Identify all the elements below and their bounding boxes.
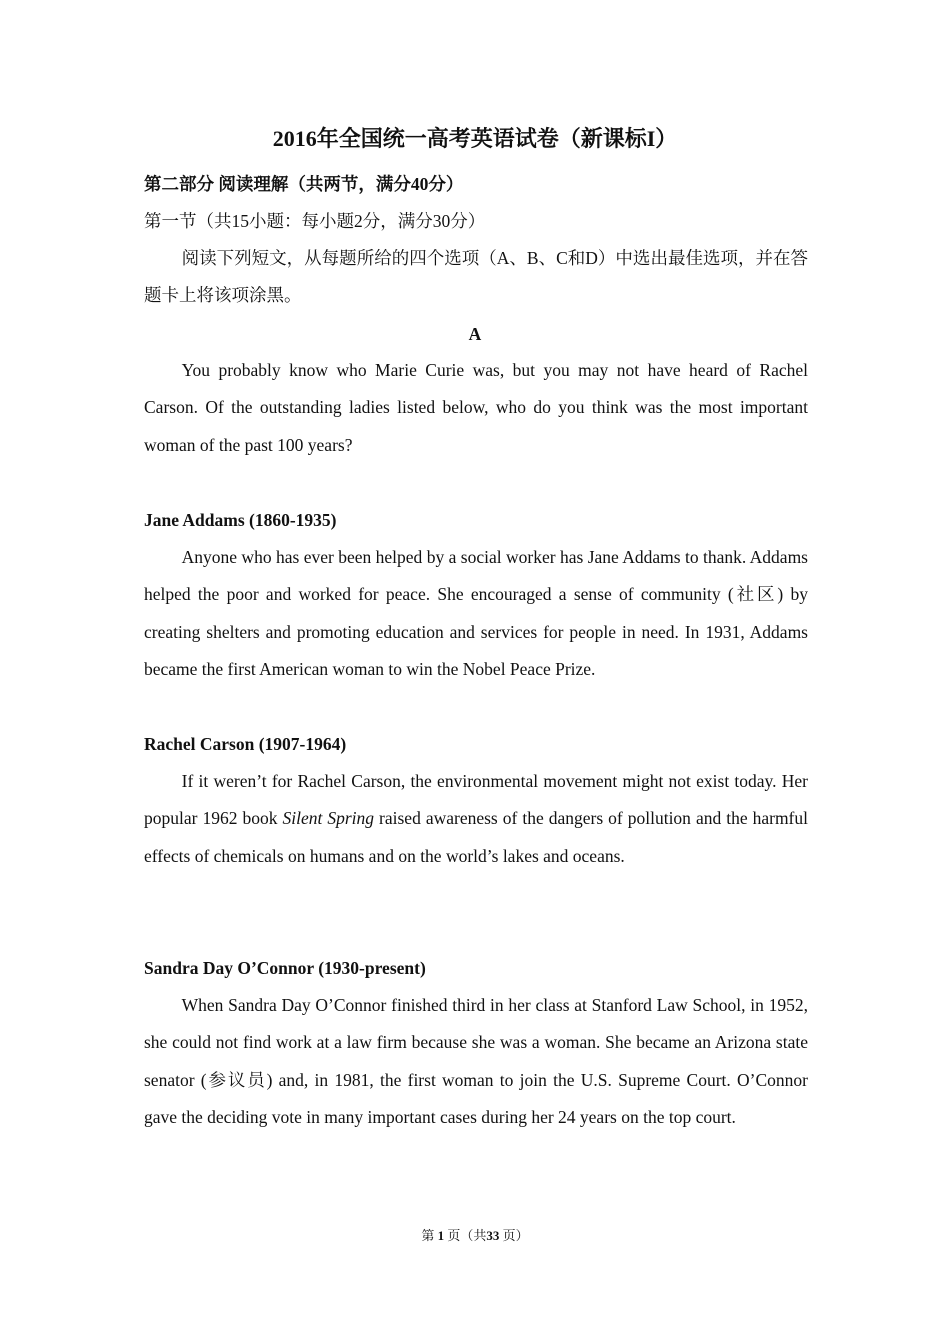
- section-heading: 第一节（共15小题：每小题2分，满分30分）: [144, 211, 486, 231]
- woman-heading: Rachel Carson (1907-1964): [144, 734, 347, 754]
- footer-middle: 页（共: [447, 1228, 487, 1243]
- instruction-paragraph: 阅读下列短文，从每题所给的四个选项（A、B、C和D）中选出最佳选项，并在答题卡上将该项涂黑。: [144, 248, 808, 306]
- book-title: Silent Spring: [282, 808, 375, 829]
- woman-heading: Sandra Day O’Connor (1930-present): [144, 958, 426, 978]
- woman-paragraph: When Sandra Day O’Connor finished third in her class at Stanford Law School, in 1952, she could not find work at a law firm because she was a woman. She became an Arizona state senator (参议员) and, in 1981, the first woman to join the U.S. Supreme Court. O’Connor gave the deciding vote in many important cases during her 24 years on the top court.: [144, 995, 808, 1128]
- total-pages: 33: [486, 1228, 500, 1243]
- paragraph-text: raised awareness of the dangers of pollution and the harmful effects of chemicals on humans and on the world’s lakes and oceans.: [144, 808, 808, 866]
- footer-prefix: 第: [421, 1228, 435, 1243]
- paragraph-text: If it weren’t for Rachel Carson, the environmental movement might not exist today. Her popular 1962 book: [144, 771, 808, 829]
- woman-paragraph: [144, 763, 808, 875]
- woman-paragraph: Anyone who has ever been helped by a social worker has Jane Addams to thank. Addams helped the poor and worked for peace. She encouraged a sense of community (社区) by creating shelters and promoting education and services for people in need. In 1931, Addams became the first American woman to win the Nobel Peace Prize.: [144, 547, 808, 680]
- footer-suffix: 页）: [502, 1228, 529, 1243]
- page-title: 2016年全国统一高考英语试卷（新课标I）: [272, 126, 678, 151]
- page-number: 1: [437, 1228, 445, 1243]
- woman-heading: Jane Addams (1860-1935): [144, 510, 337, 530]
- intro-paragraph: You probably know who Marie Curie was, but you may not have heard of Rachel Carson. Of the outstanding ladies listed below, who do you think was the most important woman of the past 100 years?: [144, 360, 808, 455]
- passage-letter: A: [468, 324, 482, 344]
- page-footer: [0, 1226, 950, 1246]
- part-heading: 第二部分 阅读理解（共两节，满分40分）: [144, 174, 464, 194]
